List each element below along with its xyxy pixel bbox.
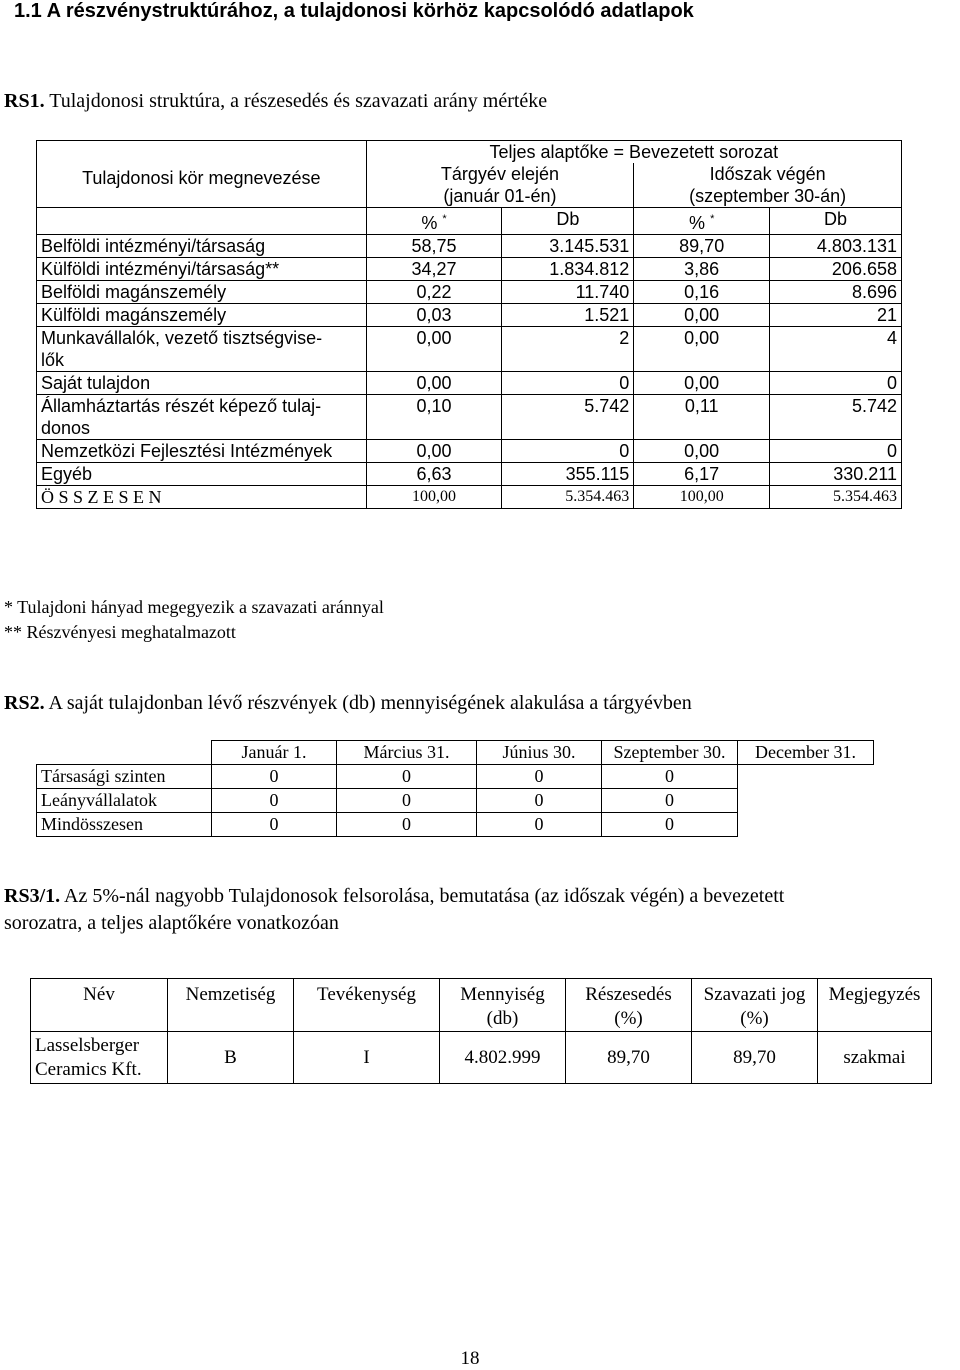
db-end: 4 (770, 327, 902, 372)
table-row (31, 1032, 932, 1084)
rs3-title-line1: Az 5%-nál nagyobb Tulajdonosok felsorolása, bemutatása (az időszak végén) a bevezetett (64, 885, 785, 907)
row-name (37, 372, 367, 395)
table-row (37, 304, 902, 327)
db-end: 5.354.463 (770, 486, 902, 509)
pct-end: 100,00 (634, 486, 770, 509)
rs3-header-name: Név (31, 979, 168, 1032)
cell-value: 0 (337, 765, 477, 789)
footnote-2: ** Részvényesi meghatalmazott (4, 622, 236, 642)
cell-value: 0 (477, 765, 602, 789)
header-pct-1 (366, 208, 502, 235)
rs3-label: RS3/1. (4, 885, 61, 907)
header-db-2: Db (770, 208, 902, 235)
rs3-owner-name-line2: Ceramics Kft. (35, 1058, 142, 1080)
header-start (366, 163, 634, 208)
table-row (37, 327, 902, 372)
row-name: Leányvállalatok (37, 789, 212, 813)
rs3-header-nationality: Nemzetiség (168, 979, 294, 1032)
db-start: 1.834.812 (502, 258, 634, 281)
rs3-header-quantity-line2: (db) (486, 1008, 519, 1029)
rs3-header-vote-line2: (%) (740, 1008, 769, 1029)
db-start: 3.145.531 (502, 235, 634, 258)
row-name-line1: Egyéb (41, 464, 93, 484)
db-start: 2 (502, 327, 634, 372)
db-end: 5.742 (770, 395, 902, 440)
pct-symbol: % (689, 213, 706, 233)
rs2-col-4: December 31. (738, 741, 874, 765)
db-start: 0 (502, 440, 634, 463)
cell-value: 0 (337, 813, 477, 837)
table-row (37, 789, 874, 813)
cell-value: 0 (212, 789, 337, 813)
table-row (37, 235, 902, 258)
rs3-nationality: B (168, 1032, 294, 1084)
db-start: 5.742 (502, 395, 634, 440)
cell-value: 0 (477, 789, 602, 813)
row-name-line1: Külföldi magánszemély (41, 305, 227, 325)
rs3-header-note: Megjegyzés (818, 979, 932, 1032)
table-row (37, 440, 902, 463)
footnote-1: * Tulajdoni hányad megegyezik a szavazati aránnyal (4, 597, 384, 617)
pct-star: * (710, 213, 715, 225)
pct-end: 0,00 (634, 304, 770, 327)
cell-value: 0 (602, 765, 738, 789)
rs3-header-vote-line1: Szavazati jog (703, 984, 806, 1005)
header-end (634, 163, 902, 208)
table-row (37, 765, 874, 789)
header-db-1: Db (502, 208, 634, 235)
row-name-line1: Államháztartás részét képező tulaj- (41, 396, 322, 416)
rs3-header-share-line1: Részesedés (585, 984, 672, 1005)
row-name (37, 463, 367, 486)
pct-end: 89,70 (634, 235, 770, 258)
rs3-title-line2: sorozatra, a teljes alaptőkére vonatkozóan (4, 912, 339, 934)
row-name (37, 440, 367, 463)
pct-start: 100,00 (366, 486, 502, 509)
rs3-header-quantity-line1: Mennyiség (460, 984, 545, 1005)
rs3-owner-name-line1: Lasselsberger (35, 1034, 140, 1056)
cell-value: 0 (477, 813, 602, 837)
table-row (37, 813, 874, 837)
pct-star: * (442, 213, 447, 225)
total-row (37, 486, 902, 509)
rs3-header-activity: Tevékenység (294, 979, 440, 1032)
pct-start: 34,27 (366, 258, 502, 281)
cell-value: 0 (212, 765, 337, 789)
rs2-title (4, 692, 692, 715)
pct-start: 6,63 (366, 463, 502, 486)
row-name: Társasági szinten (37, 765, 212, 789)
rs2-label: RS2. (4, 692, 45, 714)
rs3-note: szakmai (818, 1032, 932, 1084)
table-row (37, 258, 902, 281)
rs3-owner-name (31, 1032, 168, 1084)
rs3-share: 89,70 (566, 1032, 692, 1084)
table-row (37, 372, 902, 395)
row-name (37, 304, 367, 327)
rs3-quantity: 4.802.999 (440, 1032, 566, 1084)
rs3-header-share (566, 979, 692, 1032)
rs2-corner (37, 741, 212, 765)
row-name-line1: Nemzetközi Fejlesztési Intézmények (41, 441, 333, 461)
ownership-table (36, 140, 902, 509)
pct-start: 0,03 (366, 304, 502, 327)
db-start: 1.521 (502, 304, 634, 327)
row-name (37, 486, 367, 509)
pct-end: 0,00 (634, 327, 770, 372)
row-name-line1: Munkavállalók, vezető tisztségvise- (41, 328, 323, 348)
db-end: 8.696 (770, 281, 902, 304)
pct-end: 0,16 (634, 281, 770, 304)
db-end: 206.658 (770, 258, 902, 281)
db-start: 5.354.463 (502, 486, 634, 509)
pct-end: 3,86 (634, 258, 770, 281)
pct-start: 0,00 (366, 372, 502, 395)
db-start: 11.740 (502, 281, 634, 304)
row-name-line1: Belföldi magánszemély (41, 282, 227, 302)
row-name (37, 327, 367, 372)
row-name (37, 258, 367, 281)
pct-start: 0,00 (366, 440, 502, 463)
db-start: 0 (502, 372, 634, 395)
row-name-line1: Külföldi intézményi/társaság** (41, 259, 280, 279)
cell-value: 0 (337, 789, 477, 813)
pct-end: 0,00 (634, 440, 770, 463)
db-end: 4.803.131 (770, 235, 902, 258)
pct-end: 6,17 (634, 463, 770, 486)
rs2-col-0: Január 1. (212, 741, 337, 765)
row-name-line1: Ö S S Z E S E N (41, 487, 162, 507)
major-owners-table (30, 978, 932, 1084)
rs3-header-share-line2: (%) (614, 1008, 643, 1029)
rs3-header-vote (692, 979, 818, 1032)
rs2-col-2: Június 30. (477, 741, 602, 765)
db-end: 0 (770, 440, 902, 463)
header-blank (37, 208, 367, 235)
table-row (37, 463, 902, 486)
pct-start: 0,00 (366, 327, 502, 372)
db-end: 330.211 (770, 463, 902, 486)
cell-value: 0 (602, 789, 738, 813)
rs1-title (4, 90, 547, 113)
pct-start: 0,22 (366, 281, 502, 304)
header-start-line1: Tárgyév elején (440, 164, 559, 184)
header-owner-col: Tulajdonosi kör megnevezése (37, 141, 367, 208)
header-pct-2 (634, 208, 770, 235)
header-end-line1: Időszak végén (709, 164, 826, 184)
row-name-line2: lők (41, 350, 65, 370)
row-name: Mindösszesen (37, 813, 212, 837)
rs1-title-text: Tulajdonosi struktúra, a részesedés és szavazati arány mértéke (49, 90, 548, 112)
db-end: 21 (770, 304, 902, 327)
pct-end: 0,11 (634, 395, 770, 440)
cell-value (738, 765, 874, 789)
row-name (37, 281, 367, 304)
rs2-col-3: Szeptember 30. (602, 741, 738, 765)
pct-symbol: % (421, 213, 438, 233)
rs2-title-text: A saját tulajdonban lévő részvények (db) mennyiségének alakulása a tárgyévben (48, 692, 692, 714)
table-row (37, 395, 902, 440)
page-heading: 1.1 A részvénystruktúrához, a tulajdonosi körhöz kapcsolódó adatlapok (14, 0, 694, 22)
row-name-line2: donos (41, 418, 91, 438)
rs3-activity: I (294, 1032, 440, 1084)
rs3-vote: 89,70 (692, 1032, 818, 1084)
header-start-line2: (január 01-én) (443, 186, 557, 206)
treasury-shares-table (36, 740, 874, 837)
page-number: 18 (460, 1348, 480, 1369)
pct-start: 0,10 (366, 395, 502, 440)
rs3-header-quantity (440, 979, 566, 1032)
rs2-col-1: Március 31. (337, 741, 477, 765)
cell-value (738, 813, 874, 837)
rs1-label: RS1. (4, 90, 45, 112)
pct-end: 0,00 (634, 372, 770, 395)
cell-value: 0 (602, 813, 738, 837)
row-name (37, 235, 367, 258)
db-start: 355.115 (502, 463, 634, 486)
table-row (37, 281, 902, 304)
row-name (37, 395, 367, 440)
header-end-line2: (szeptember 30-án) (689, 186, 847, 206)
pct-start: 58,75 (366, 235, 502, 258)
row-name-line1: Belföldi intézményi/társaság (41, 236, 266, 256)
cell-value (738, 789, 874, 813)
rs3-title (4, 883, 784, 937)
header-group: Teljes alaptőke = Bevezetett sorozat (366, 141, 901, 164)
cell-value: 0 (212, 813, 337, 837)
db-end: 0 (770, 372, 902, 395)
row-name-line1: Saját tulajdon (41, 373, 151, 393)
